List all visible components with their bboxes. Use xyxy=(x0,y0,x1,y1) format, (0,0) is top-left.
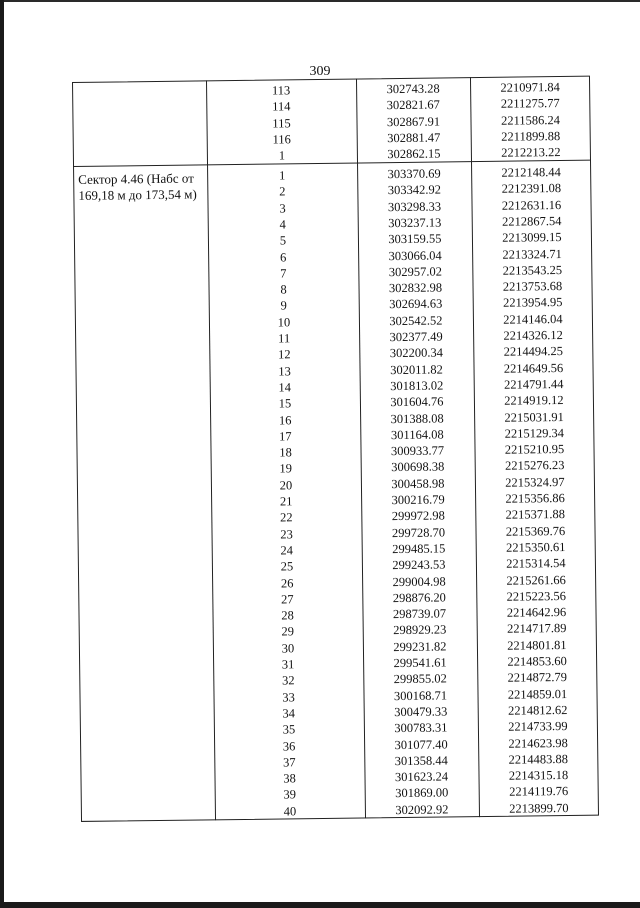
point-number: 27 xyxy=(280,592,294,607)
x-coordinate: 299972.98 xyxy=(391,508,445,524)
y-coordinate: 2211275.77 xyxy=(500,96,560,112)
y-coordinate: 2215371.88 xyxy=(505,507,566,523)
y-coordinate: 2214315.18 xyxy=(508,768,569,783)
x-coordinate: 302867.91 xyxy=(386,114,441,129)
point-number: 115 xyxy=(272,115,291,131)
y-coordinate: 2214872.79 xyxy=(507,670,568,686)
y-coordinate: 2214791.44 xyxy=(503,376,564,392)
point-number: 19 xyxy=(279,461,293,476)
x-coordinate: 302377.49 xyxy=(389,329,443,345)
x-coordinate: 299728.70 xyxy=(391,525,446,540)
y-coordinate: 2214717.89 xyxy=(506,621,567,637)
y-coordinate: 2211899.88 xyxy=(501,128,561,144)
point-number: 40 xyxy=(283,804,297,819)
x-coordinate: 301164.08 xyxy=(390,427,444,442)
point-number: 113 xyxy=(271,83,291,98)
y-coordinate: 2211586.24 xyxy=(500,112,561,128)
point-number: 37 xyxy=(282,755,296,770)
point-number: 8 xyxy=(280,282,287,297)
x-coordinate: 299004.98 xyxy=(392,573,446,589)
y-coordinate: 2214859.01 xyxy=(507,686,568,702)
y-coordinate: 2214801.81 xyxy=(507,637,567,653)
y-coordinate: 2213099.15 xyxy=(502,230,562,245)
y-coordinate: 2214812.62 xyxy=(507,702,568,718)
table-row xyxy=(215,799,599,820)
x-coordinate: 298739.07 xyxy=(392,606,447,622)
x-coordinate: 303159.55 xyxy=(388,231,442,247)
y-coordinate: 2214146.04 xyxy=(503,311,563,327)
y-coordinate: 2214642.96 xyxy=(506,605,567,620)
point-number: 33 xyxy=(282,689,295,705)
point-number: 16 xyxy=(278,412,292,427)
y-coordinate: 2213543.25 xyxy=(502,262,563,278)
point-number: 21 xyxy=(279,494,293,509)
y-coordinate: 2214853.60 xyxy=(507,653,567,669)
x-coordinate: 302200.34 xyxy=(389,345,443,361)
y-coordinate: 2213753.68 xyxy=(502,279,563,294)
y-coordinate: 2215031.91 xyxy=(504,409,564,425)
point-number: 22 xyxy=(280,510,293,525)
y-coordinate: 2212213.22 xyxy=(501,145,561,160)
x-coordinate: 302542.52 xyxy=(389,313,443,328)
y-coordinate: 2214623.98 xyxy=(508,735,568,751)
point-number: 23 xyxy=(280,526,293,542)
y-coordinate: 2214649.56 xyxy=(503,360,564,376)
x-coordinate: 300698.38 xyxy=(391,459,445,475)
point-number: 3 xyxy=(279,200,286,216)
x-coordinate: 300933.77 xyxy=(390,443,445,459)
y-coordinate: 2212391.08 xyxy=(501,181,562,197)
x-coordinate: 302694.63 xyxy=(389,296,443,312)
y-coordinate: 2214326.12 xyxy=(503,328,563,343)
sector-label: Сектор 4.46 (Набс от 169,18 м до 173,54 м) xyxy=(78,170,197,203)
point-number: 14 xyxy=(278,380,292,395)
point-number: 31 xyxy=(281,657,295,672)
point-number: 25 xyxy=(280,559,294,574)
point-number: 15 xyxy=(278,396,292,411)
y-coordinate: 2213954.95 xyxy=(502,295,563,311)
page-number: 309 xyxy=(309,64,331,79)
y-coordinate: 2210971.84 xyxy=(500,80,560,95)
point-number: 9 xyxy=(280,298,287,313)
x-coordinate: 299541.61 xyxy=(393,655,447,671)
point-number: 114 xyxy=(272,99,291,114)
x-coordinate: 303298.33 xyxy=(387,199,442,214)
point-number: 24 xyxy=(280,543,294,558)
x-coordinate: 301604.76 xyxy=(390,394,444,410)
x-coordinate: 299855.02 xyxy=(393,671,447,687)
x-coordinate: 299231.82 xyxy=(393,639,447,654)
point-number: 35 xyxy=(282,722,296,737)
y-coordinate: 2215350.61 xyxy=(505,539,566,555)
scan-edge-top xyxy=(0,0,640,2)
y-coordinate: 2215324.97 xyxy=(505,474,565,490)
point-number: 2 xyxy=(279,184,286,199)
y-coordinate: 2215356.86 xyxy=(505,491,565,506)
point-number: 12 xyxy=(278,347,291,362)
scan-edge-bottom xyxy=(0,902,640,908)
point-number: 32 xyxy=(281,673,295,688)
x-coordinate: 301077.40 xyxy=(394,736,448,752)
y-coordinate: 2214733.99 xyxy=(508,719,568,734)
x-coordinate: 299485.15 xyxy=(392,541,446,557)
point-number: 20 xyxy=(279,478,293,493)
point-number: 26 xyxy=(280,575,294,590)
x-coordinate: 302743.28 xyxy=(386,81,440,97)
x-coordinate: 301869.00 xyxy=(395,785,449,801)
y-coordinate: 2214494.25 xyxy=(503,344,564,360)
point-number: 7 xyxy=(280,266,287,281)
y-coordinate: 2215369.76 xyxy=(505,523,566,539)
y-coordinate: 2215261.66 xyxy=(506,572,566,588)
x-coordinate: 302881.47 xyxy=(387,130,441,146)
x-coordinate: 300458.98 xyxy=(391,476,445,491)
point-number: 1 xyxy=(278,148,286,163)
x-coordinate: 302957.02 xyxy=(388,264,442,279)
point-number: 28 xyxy=(281,608,294,623)
y-coordinate: 2212148.44 xyxy=(501,165,561,180)
y-coordinate: 2214483.88 xyxy=(508,751,569,767)
point-number: 38 xyxy=(283,771,296,786)
y-coordinate: 2214119.76 xyxy=(509,784,569,800)
y-coordinate: 2214919.12 xyxy=(504,393,564,408)
point-number: 36 xyxy=(282,738,296,753)
point-number: 1 xyxy=(278,168,286,183)
y-coordinate: 2215210.95 xyxy=(504,442,565,457)
x-coordinate: 299243.53 xyxy=(392,557,446,573)
x-coordinate: 303237.13 xyxy=(388,215,442,231)
point-number: 11 xyxy=(278,331,291,346)
coordinates-table xyxy=(72,76,599,822)
x-coordinate: 298929.23 xyxy=(393,622,447,638)
point-number: 6 xyxy=(279,249,287,264)
x-coordinate: 303370.69 xyxy=(387,166,441,182)
point-number: 5 xyxy=(279,233,287,248)
x-coordinate: 301623.24 xyxy=(394,769,449,785)
x-coordinate: 303066.04 xyxy=(388,247,442,263)
point-number: 10 xyxy=(277,315,291,330)
scan-edge-left xyxy=(0,0,4,908)
point-number: 18 xyxy=(279,445,292,460)
x-coordinate: 300783.31 xyxy=(394,720,448,736)
x-coordinate: 302862.15 xyxy=(387,146,441,162)
y-coordinate: 2215129.34 xyxy=(504,425,565,441)
y-coordinate: 2212867.54 xyxy=(501,213,562,229)
x-coordinate: 298876.20 xyxy=(392,590,446,605)
y-coordinate: 2215223.56 xyxy=(506,588,567,604)
x-coordinate: 301358.44 xyxy=(394,753,448,768)
point-number: 17 xyxy=(279,429,292,444)
y-coordinate: 2213324.71 xyxy=(502,246,562,262)
x-coordinate: 302092.92 xyxy=(395,802,449,817)
y-coordinate: 2215314.54 xyxy=(506,556,566,571)
point-number: 13 xyxy=(278,363,291,379)
x-coordinate: 300168.71 xyxy=(393,688,448,703)
point-number: 29 xyxy=(281,624,295,639)
x-coordinate: 301388.08 xyxy=(390,410,444,426)
point-number: 4 xyxy=(279,217,286,232)
x-coordinate: 301813.02 xyxy=(390,378,444,394)
y-coordinate: 2212631.16 xyxy=(501,197,562,213)
x-coordinate: 302821.67 xyxy=(386,97,440,113)
point-number: 30 xyxy=(281,641,295,656)
y-coordinate: 2213899.70 xyxy=(509,800,569,816)
x-coordinate: 300479.33 xyxy=(394,704,448,720)
x-coordinate: 303342.92 xyxy=(387,182,441,198)
x-coordinate: 302011.82 xyxy=(390,362,443,377)
point-number: 34 xyxy=(282,706,296,721)
point-number: 39 xyxy=(283,787,297,802)
point-number: 116 xyxy=(272,132,291,147)
y-coordinate: 2215276.23 xyxy=(504,458,565,474)
x-coordinate: 302832.98 xyxy=(388,280,443,296)
x-coordinate: 300216.79 xyxy=(391,492,445,508)
